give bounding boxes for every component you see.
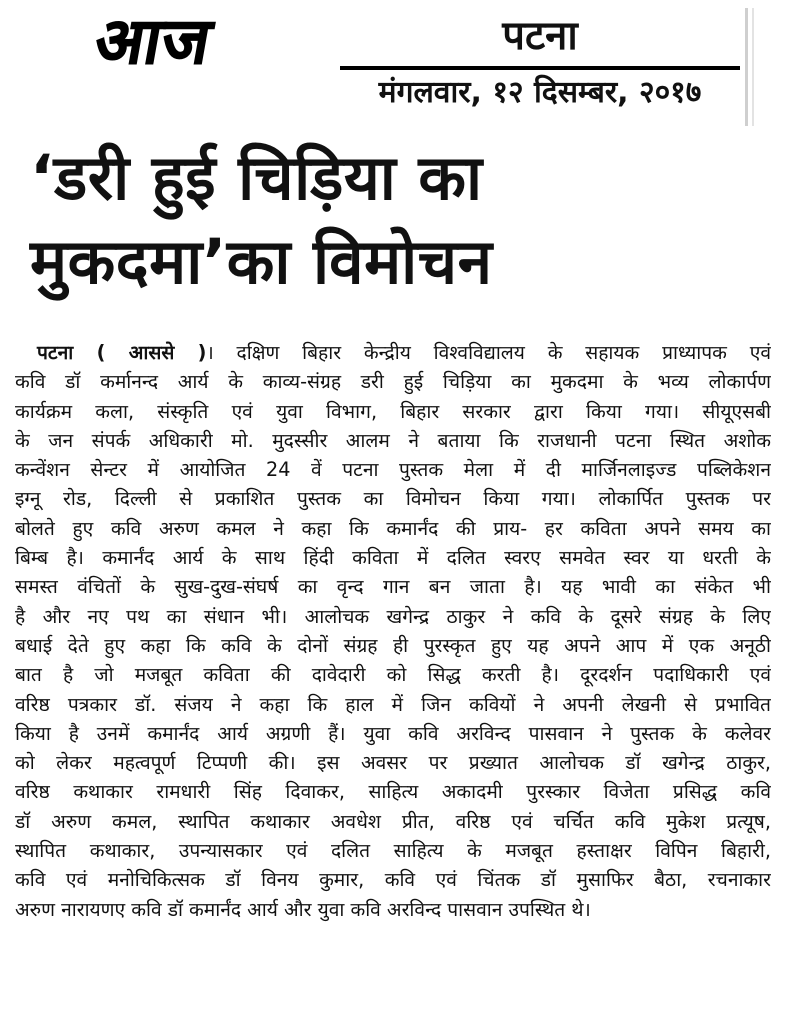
article-line: बात है जो मजबूत कविता की दावेदारी को सिद्ध करती है। दूरदर्शन पदाधिकारी एवं: [15, 663, 771, 687]
article-line: स्थापित कथाकार, उपन्यासकार एवं दलित साहित्य के मजबूत हस्ताक्षर विपिन बिहारी,: [15, 839, 771, 863]
article-line: कन्वेंशन सेन्टर में आयोजित 24 वें पटना पुस्तक मेला में दी मार्जिनलाइज्ड पब्लिकेशन: [15, 458, 771, 482]
article-line: पटना ( आससे )। दक्षिण बिहार केन्द्रीय विश्वविद्यालय के सहायक प्राध्यापक एवं: [37, 341, 771, 364]
article-dateline: पटना ( आससे ): [37, 341, 207, 364]
headline-line-1: ‘डरी हुई चिड़िया का: [30, 141, 483, 214]
article-headline: [30, 136, 760, 304]
page-edge-shadow-secondary: [752, 8, 754, 126]
article-line: वरिष्ठ पत्रकार डॉ. संजय ने कहा कि हाल में जिन कवियों ने अपनी लेखनी से प्रभावित: [15, 692, 771, 716]
edition-name: पटना: [502, 13, 578, 59]
article-line: है और नए पथ का संधान भी। आलोचक खगेन्द्र ठाकुर ने कवि के दूसरे संग्रह के लिए: [15, 604, 771, 628]
article-line: वरिष्ठ कथाकार रामधारी सिंह दिवाकर, साहित्य अकादमी पुरस्कार विजेता प्रसिद्ध कवि: [15, 780, 771, 804]
masthead: [0, 0, 787, 120]
article-line: कार्यक्रम कला, संस्कृति एवं युवा विभाग, बिहार सरकार द्वारा किया गया। सीयूएसबी: [15, 399, 771, 423]
article-line: बोलते हुए कवि अरुण कमल ने कहा कि कमार्नंद की प्राय- हर कविता अपने समय का: [15, 516, 771, 540]
article-line: समस्त वंचितों के सुख-दुख-संघर्ष का वृन्द गान बन जाता है। यह भावी का संकेत भी: [15, 575, 771, 599]
publication-date: मंगलवार, १२ दिसम्बर, २०१७: [378, 75, 702, 110]
page-edge-shadow: [745, 8, 748, 126]
article-line: बधाई देते हुए कहा कि कवि के दोनों संग्रह ही पुरस्कृत हुए यह अपने आप में एक अनूठी: [15, 633, 771, 657]
article-line: को लेकर महत्वपूर्ण टिप्पणी की। इस अवसर पर प्रख्यात आलोचक डॉ खगेन्द्र ठाकुर,: [15, 751, 771, 775]
article-body: [15, 338, 771, 924]
article-line: कवि एवं मनोचिकित्सक डॉ विनय कुमार, कवि एवं चिंतक डॉ मुसाफिर बैठा, रचनाकार: [15, 868, 771, 892]
article-line: डॉ अरुण कमल, स्थापित कथाकार अवधेश प्रीत, वरिष्ठ एवं चर्चित कवि मुकेश प्रत्यूष,: [15, 809, 771, 833]
article-line: अरुण नारायणए कवि डॉ कमार्नंद आर्य और युवा कवि अरविन्द पासवान उपस्थित थे।: [15, 897, 591, 921]
headline-line-2: मुकदमा’का विमोचन: [30, 225, 493, 298]
article-line: कवि डॉ कर्मानन्द आर्य के काव्य-संग्रह डरी हुई चिड़िया का मुकदमा के भव्य लोकार्पण: [15, 370, 771, 394]
newspaper-logo: आज: [89, 5, 218, 79]
masthead-rule: [340, 66, 740, 70]
article-line: किया है उनमें कमार्नंद आर्य अग्रणी हैं। युवा कवि अरविन्द पासवान ने पुस्तक के कलेवर: [15, 721, 771, 745]
article-line: बिम्ब है। कमार्नंद आर्य के साथ हिंदी कविता में दलित स्वरए समवेत स्वर या धरती के: [15, 546, 771, 570]
article-line: के जन संपर्क अधिकारी मो. मुदस्सीर आलम ने बताया कि राजधानी पटना स्थित अशोक: [15, 428, 771, 452]
article-line: इग्नू रोड, दिल्ली से प्रकाशित पुस्तक का विमोचन किया गया। लोकार्पित पुस्तक पर: [15, 487, 771, 511]
